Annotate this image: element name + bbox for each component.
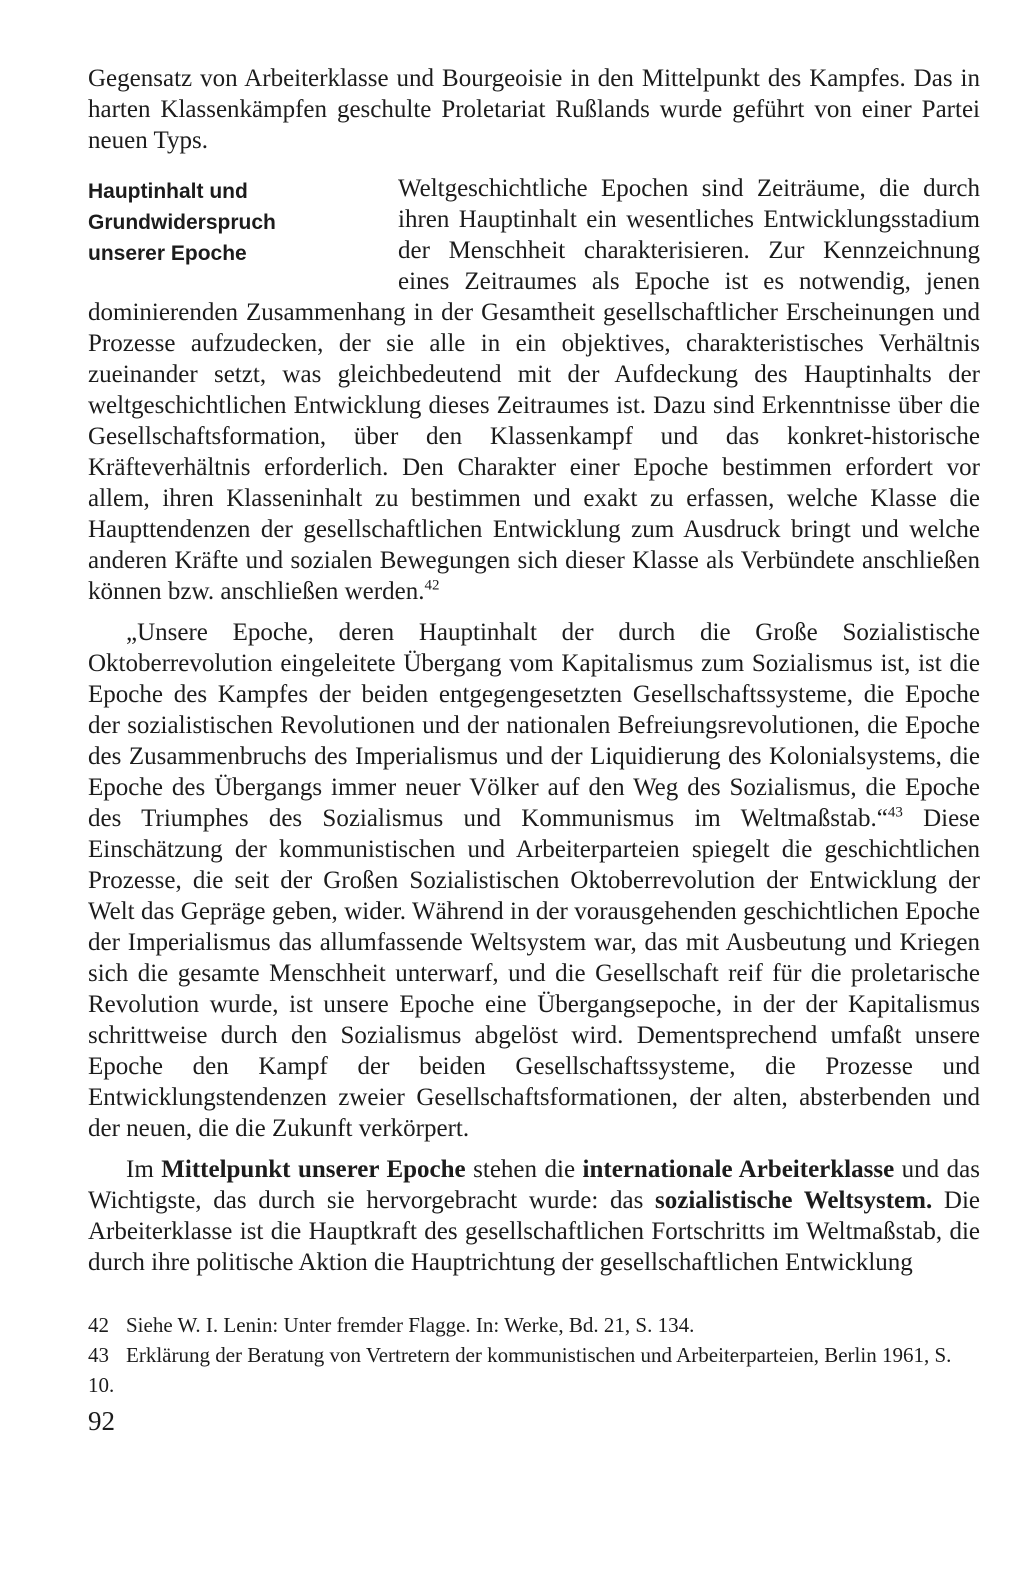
section-heading-line-3: unserer Epoche: [88, 242, 247, 265]
paragraph-3-text-1: Im: [126, 1156, 154, 1183]
emphasis-mittelpunkt: Mittelpunkt unserer Epoche: [161, 1156, 466, 1183]
paragraph-2-text: Diese Einschätzung der kommunistischen und Arbeiterparteien spiegelt die geschichtlichen Prozesse, die seit der Großen Sozialistischen Oktoberrevolution der Entwicklung der Welt das Gepräge geben, wider. Während in der vorausgehenden geschichtlichen Epoche der Imperialismus das allumfassende Weltsystem war, das mit Ausbeutung und Kriegen sich die gesamte Menschheit unterwarf, und die Gesellschaft reif für die proletarische Revolution wurde, ist unsere Epoche eine Übergangsepoche, in der der Kapitalismus schrittweise durch den Sozialismus abgelöst wird. Dementsprechend umfaßt unsere Epoche den Kampf der beiden Gesellschaftssysteme, die Prozesse und Entwicklungstendenzen zweier Gesellschaftsformationen, der alten, absterbenden und der neuen, die die Zukunft verkörpert.: [88, 805, 980, 1142]
footnote-text: Siehe W. I. Lenin: Unter fremder Flagge. In: Werke, Bd. 21, S. 134.: [126, 1313, 695, 1337]
body-paragraph-2: [88, 617, 980, 1144]
paragraph-3-text-2: stehen die: [473, 1156, 576, 1183]
paragraph-3-text-3: und das Wichtigste, das durch sie hervorgebracht wurde: das: [88, 1156, 980, 1214]
section-heading: [88, 176, 388, 269]
quote-text: „Unsere Epoche, deren Hauptinhalt der durch die Große Sozialistische Oktoberrevolution eingeleitete Übergang vom Kapitalismus zum Sozialismus ist, ist die Epoche des Kampfes der beiden entgegengesetzten Gesellschaftssysteme, die Epoche der sozialistischen Revolutionen und der nationalen Befreiungsrevolutionen, die Epoche des Zusammenbruchs des Imperialismus und der Liquidierung des Kolonialsystems, die Epoche des Übergangs immer neuer Völker auf den Weg des Sozialismus, die Epoche des Triumphes des Sozialismus und Kommunismus im Weltmaßstab.“: [88, 619, 980, 832]
page-body: [88, 63, 980, 1278]
footnotes: [88, 1310, 980, 1400]
page-number: 92: [88, 1406, 115, 1436]
footnote-text: Erklärung der Beratung von Vertretern der kommunistischen und Arbeiterparteien, Berlin 1961, S. 10.: [88, 1343, 952, 1397]
spacer: [88, 156, 980, 173]
emphasis-weltsystem: sozialistische Weltsystem.: [655, 1187, 933, 1214]
footnote-42: [88, 1310, 980, 1340]
section-heading-line-1: Hauptinhalt und: [88, 180, 248, 203]
emphasis-arbeiterklasse: internationale Arbeiterklasse: [582, 1156, 895, 1183]
paragraph-1-text: Weltgeschichtliche Epochen sind Zeiträume, die durch ihren Hauptinhalt ein wesentliches Entwicklungsstadium der Menschheit charakterisieren. Zur Kennzeichnung eines Zeitraumes als Epoche ist es notwendig, jenen dominierenden Zusammenhang in der Gesamtheit gesellschaftlicher Erscheinungen und Prozesse aufzudecken, der sie alle in ein objektives, charakteristisches Verhältnis zueinander setzt, was gleichbedeutend mit der Aufdeckung des Hauptinhalts der weltgeschichtlichen Entwicklung dieses Zeitraumes ist. Dazu sind Erkenntnisse über die Gesellschaftsformation, über den Klassenkampf und das konkret-historische Kräfteverhältnis erforderlich. Den Charakter einer Epoche bestimmen erfordert vor allem, ihren Klasseninhalt zu bestimmen und exakt zu erfassen, welche Klasse die Haupttendenzen der gesellschaftlichen Entwicklung zum Ausdruck bringt und welche anderen Kräfte und sozialen Bewegungen sich dieser Klasse als Verbündete anschließen können bzw. anschließen werden.: [88, 175, 980, 605]
spacer: [88, 607, 980, 617]
footnote-ref-42: 42: [424, 577, 440, 594]
section-heading-line-2: Grundwiderspruch: [88, 211, 276, 234]
footnote-ref-43: 43: [887, 804, 903, 821]
intro-paragraph: Gegensatz von Arbeiterklasse und Bourgeoisie in den Mittelpunkt des Kampfes. Das in harten Klassenkämpfen geschulte Proletariat Rußlands wurde geführt von einer Partei neuen Typs.: [88, 65, 980, 154]
paragraph-3-text-4: Die Arbeiterklasse ist die Hauptkraft des gesellschaftlichen Fortschritts im Weltmaßstab, die durch ihre politische Aktion die Hauptrichtung der gesellschaftlichen Entwicklung: [88, 1187, 981, 1276]
footnote-number: 43: [88, 1343, 109, 1367]
body-paragraph-3: [88, 1154, 980, 1278]
footnote-number: 42: [88, 1313, 109, 1337]
spacer: [88, 1144, 980, 1154]
footnote-43: [88, 1340, 980, 1400]
